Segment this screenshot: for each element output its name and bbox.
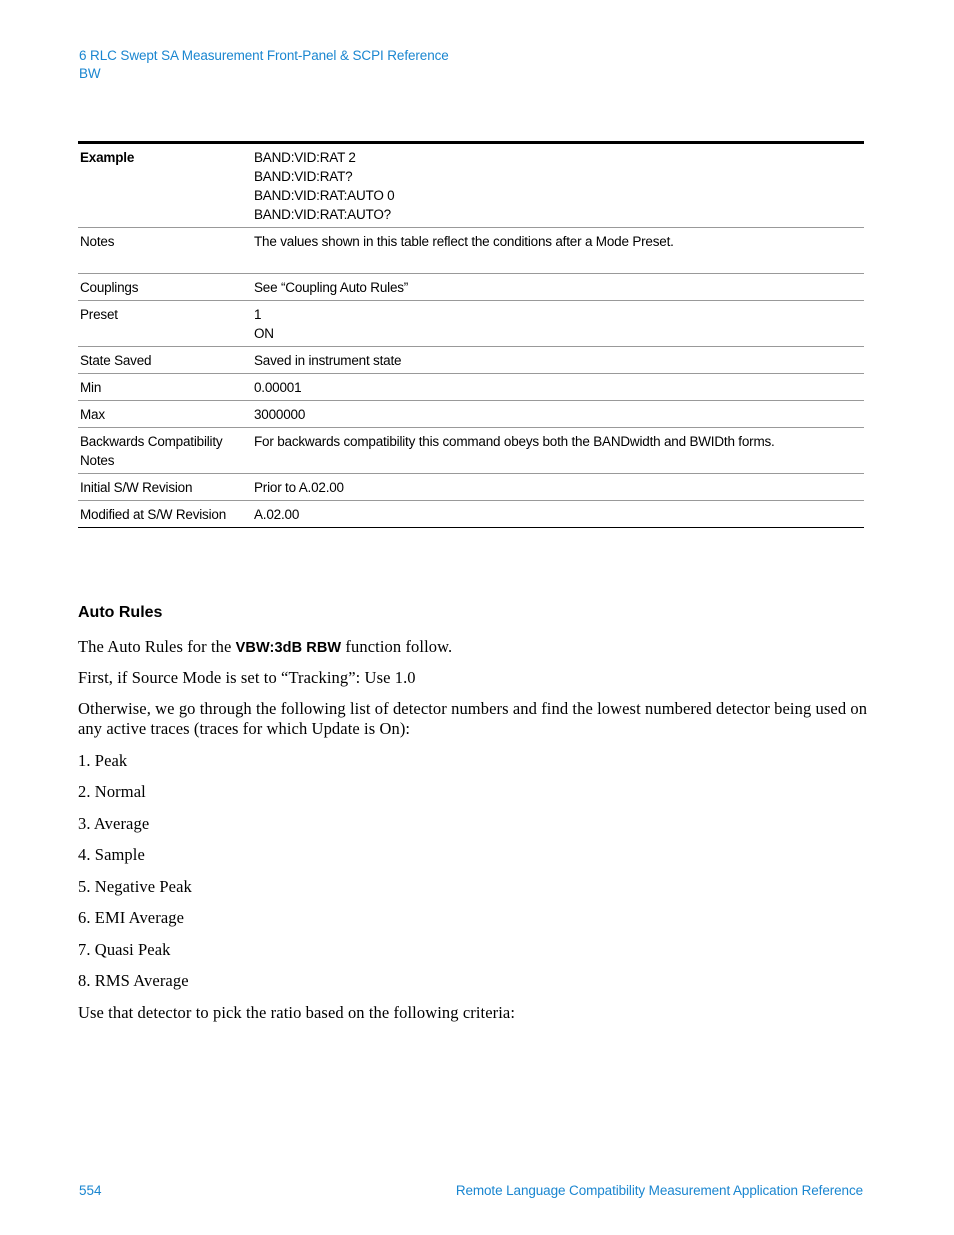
table-row	[78, 474, 864, 501]
value-line: A.02.00	[254, 507, 300, 522]
table-row	[78, 401, 864, 428]
table-row	[78, 374, 864, 401]
row-label: Notes	[78, 228, 254, 274]
table-row	[78, 143, 864, 228]
running-header	[79, 47, 449, 83]
value-line: For backwards compatibility this command obeys both the BANDwidth and BWIDth forms.	[254, 434, 775, 449]
page-number: 554	[79, 1183, 102, 1198]
list-item: 6. EMI Average	[78, 908, 185, 927]
value-line: See “Coupling Auto Rules”	[254, 280, 409, 295]
row-label: Max	[78, 401, 254, 428]
header-section: BW	[79, 66, 101, 81]
row-label: Example	[78, 143, 254, 228]
list-item: 3. Average	[78, 814, 150, 833]
closing-text: Use that detector to pick the ratio based on the following criteria:	[78, 1003, 516, 1022]
value-line: BAND:VID:RAT:AUTO?	[254, 207, 391, 222]
value-line	[254, 251, 864, 270]
row-value	[254, 428, 864, 474]
table-row	[78, 347, 864, 374]
row-value	[254, 228, 864, 274]
row-label: Couplings	[78, 274, 254, 301]
list-item: 2. Normal	[78, 782, 146, 801]
otherwise-rule: Otherwise, we go through the following list of detector numbers and find the lowest numbered detector being used on any active traces (traces for which Update is On):	[78, 699, 868, 738]
row-label: Backwards Compatibility Notes	[78, 428, 254, 474]
row-value	[254, 301, 864, 347]
header-chapter: 6 RLC Swept SA Measurement Front-Panel & SCPI Reference	[79, 48, 449, 63]
row-value	[254, 347, 864, 374]
value-line: BAND:VID:RAT:AUTO 0	[254, 188, 395, 203]
table-row	[78, 301, 864, 347]
tracking-rule: First, if Source Mode is set to “Tracking”: Use 1.0	[78, 668, 416, 687]
value-line: BAND:VID:RAT 2	[254, 150, 356, 165]
list-item: 4. Sample	[78, 845, 145, 864]
value-line: The values shown in this table reflect the conditions after a Mode Preset.	[254, 234, 674, 249]
row-value	[254, 274, 864, 301]
row-label: Modified at S/W Revision	[78, 501, 254, 528]
row-value	[254, 143, 864, 228]
row-value	[254, 501, 864, 528]
value-line: 1	[254, 307, 262, 322]
auto-rules-heading: Auto Rules	[78, 604, 163, 621]
value-line: Prior to A.02.00	[254, 480, 344, 495]
value-line: ON	[254, 326, 274, 341]
row-value	[254, 374, 864, 401]
list-item: 7. Quasi Peak	[78, 940, 171, 959]
function-name: VBW:3dB RBW	[235, 640, 342, 656]
table-row	[78, 274, 864, 301]
table-row	[78, 501, 864, 528]
row-label: State Saved	[78, 347, 254, 374]
value-line: 0.00001	[254, 380, 302, 395]
list-item: 1. Peak	[78, 751, 128, 770]
value-line: Saved in instrument state	[254, 353, 402, 368]
table-row	[78, 428, 864, 474]
table-row	[78, 228, 864, 274]
value-line: 3000000	[254, 407, 306, 422]
list-item: 5. Negative Peak	[78, 877, 192, 896]
row-label: Min	[78, 374, 254, 401]
row-label: Initial S/W Revision	[78, 474, 254, 501]
footer-doc-title: Remote Language Compatibility Measurement Application Reference	[455, 1183, 863, 1198]
command-reference-table	[78, 141, 864, 528]
row-value	[254, 401, 864, 428]
auto-rules-intro: The Auto Rules for the VBW:3dB RBW function follow.	[78, 637, 453, 656]
row-label: Preset	[78, 301, 254, 347]
row-value	[254, 474, 864, 501]
value-line: BAND:VID:RAT?	[254, 169, 353, 184]
list-item: 8. RMS Average	[78, 971, 189, 990]
